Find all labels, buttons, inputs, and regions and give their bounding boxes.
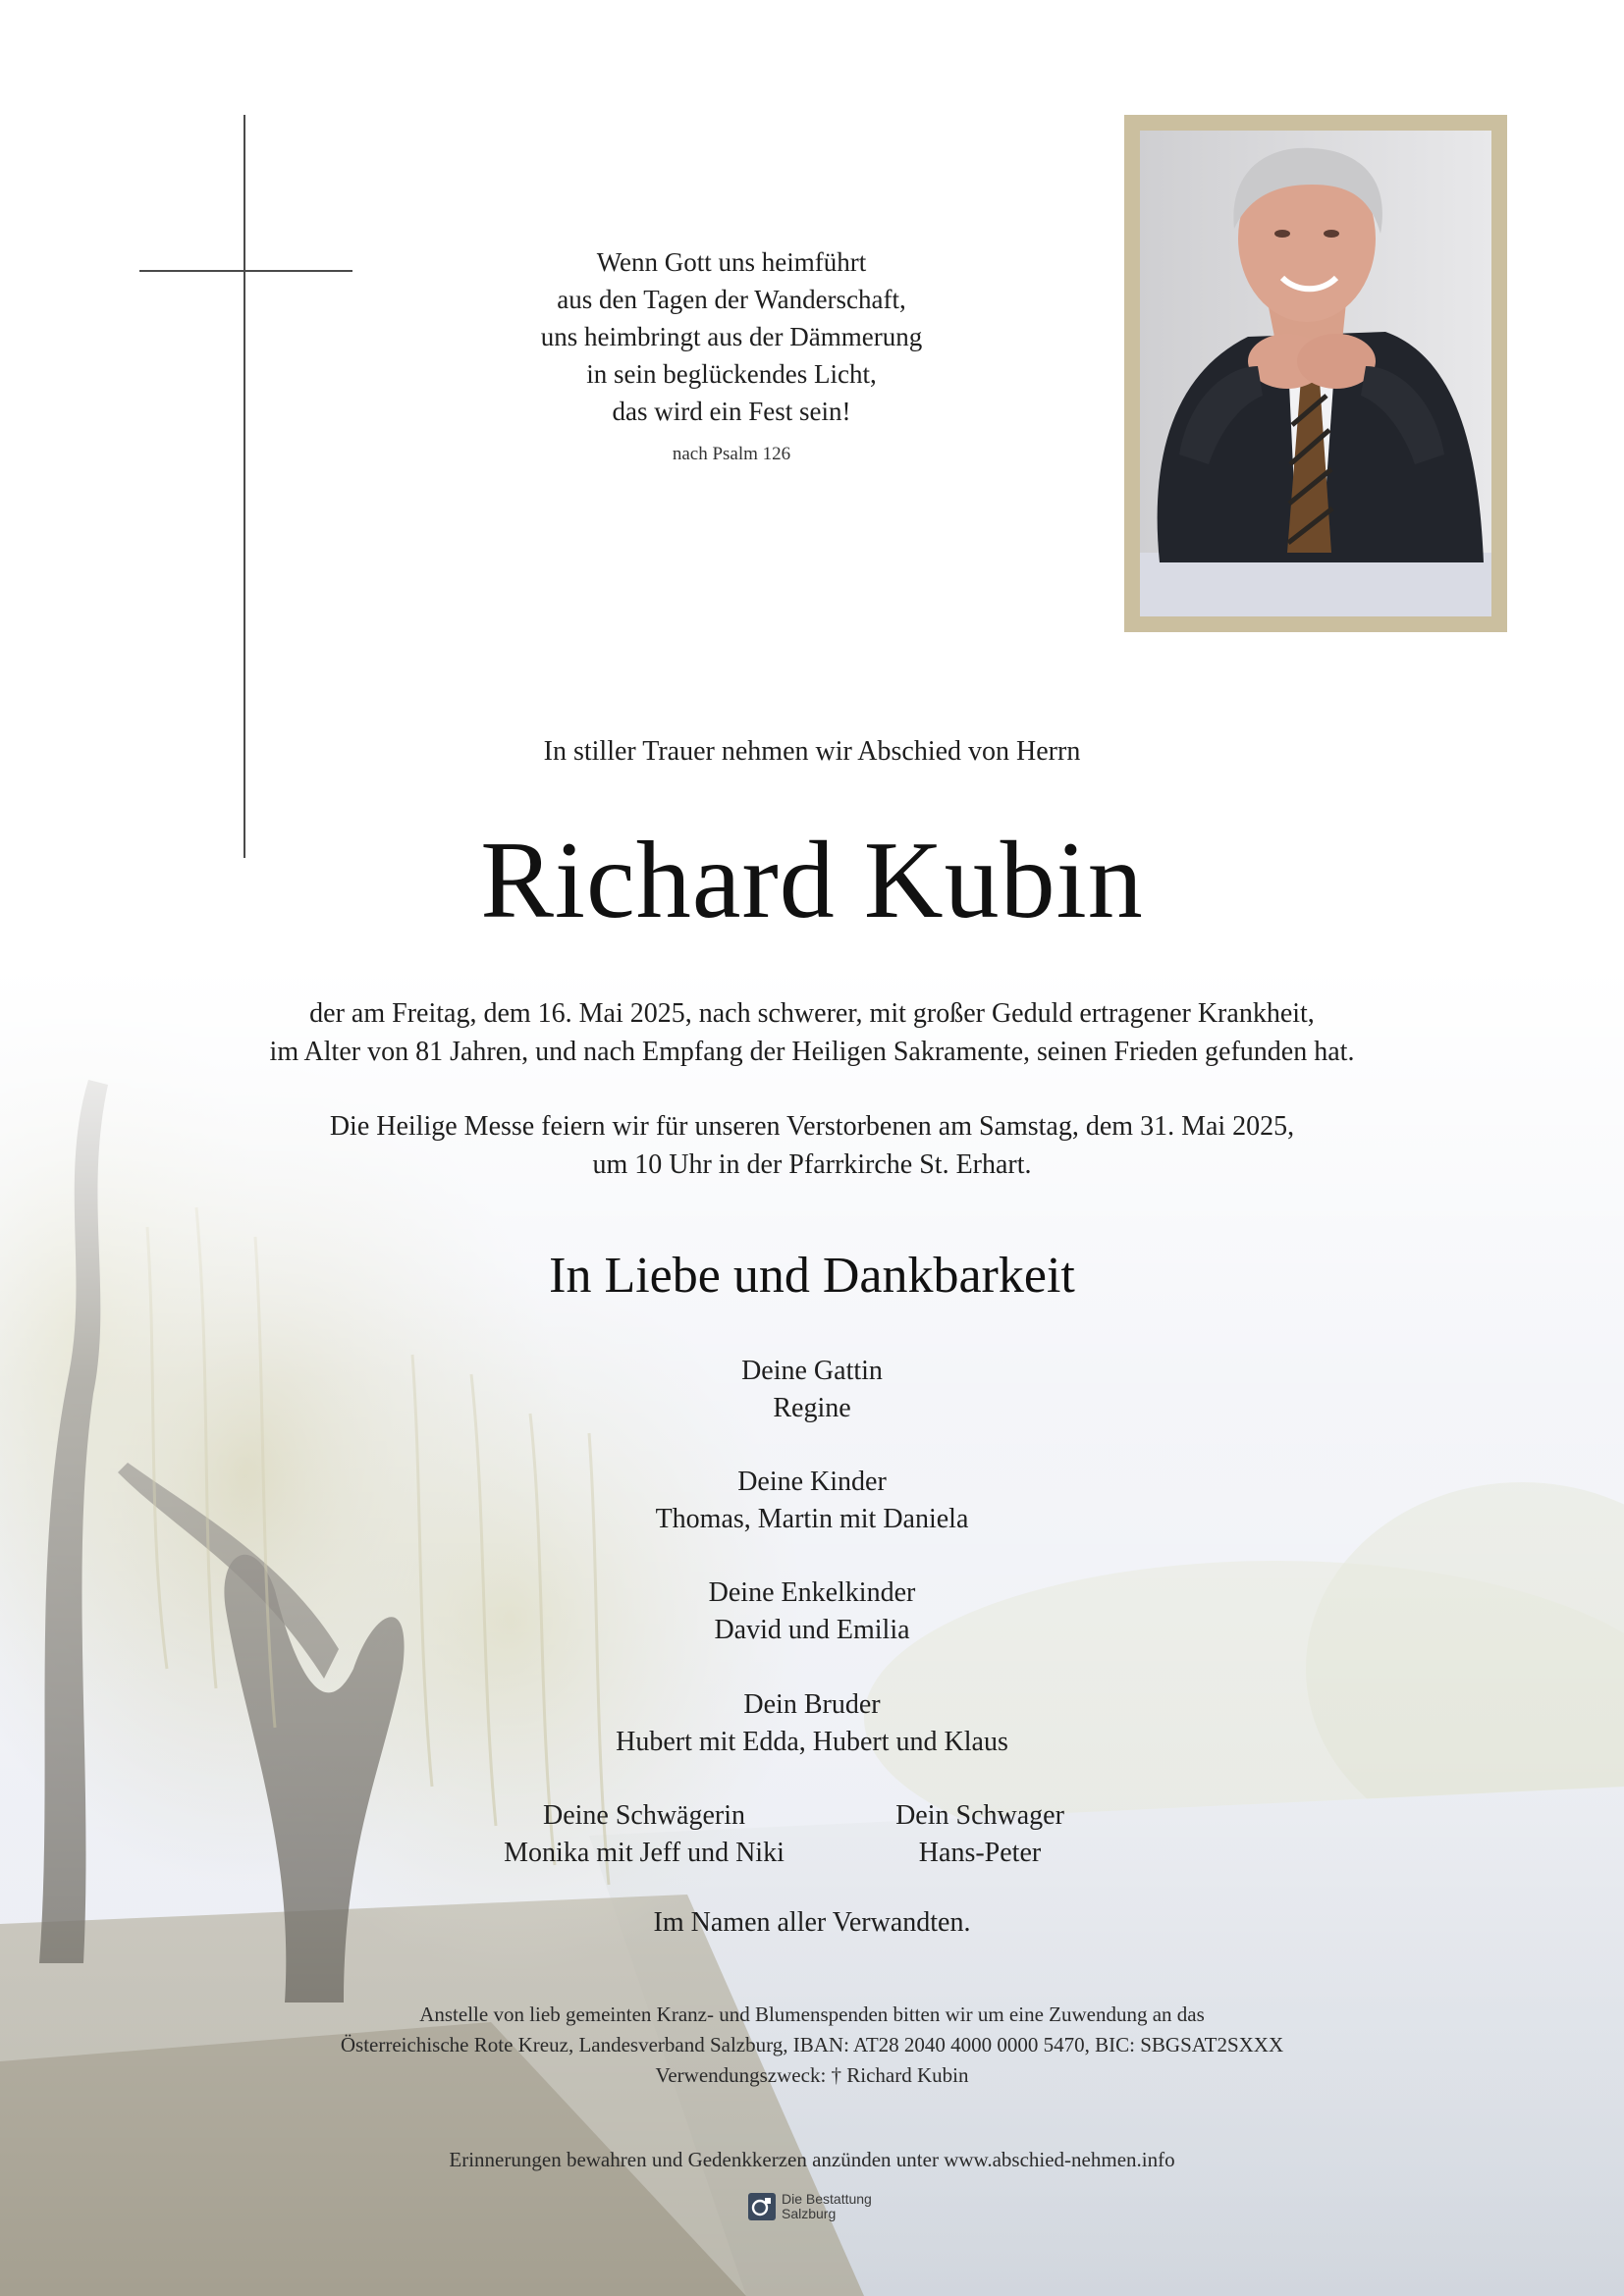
poem-verse [437, 243, 1026, 430]
deceased-name: Richard Kubin [480, 820, 1144, 941]
mourner-role: Deine Schwägerin [542, 1800, 746, 1831]
mourner-group-children [468, 1464, 1156, 1538]
mourner-names: Hans-Peter [918, 1838, 1042, 1868]
mass-notice-paragraph [0, 1107, 1624, 1184]
portrait-frame [1124, 115, 1507, 632]
mourner-role: Deine Gattin [741, 1356, 883, 1386]
mourner-group-grandchildren [468, 1575, 1156, 1649]
donation-line: Österreichische Rote Kreuz, Landesverband Salzburg, IBAN: AT28 2040 4000 0000 5470, BIC: SBGSAT2SXXX [340, 2033, 1284, 2056]
death-notice-line: im Alter von 81 Jahren, und nach Empfang der Heiligen Sakramente, seinen Frieden gefunden hat. [269, 1037, 1355, 1067]
poem-line: uns heimbringt aus der Dämmerung [540, 322, 923, 351]
bestattung-logo-icon [748, 2193, 776, 2220]
mourner-role: Dein Schwager [895, 1800, 1064, 1831]
donation-line: Verwendungszweck: † Richard Kubin [655, 2063, 969, 2087]
cross-horizontal-bar [139, 270, 352, 272]
portrait-photo [1140, 131, 1491, 616]
mourner-names: Monika mit Jeff und Niki [504, 1838, 785, 1868]
mourner-group-spouse [468, 1353, 1156, 1427]
logo-line: Die Bestattung [782, 2191, 872, 2207]
bestattung-logo-text [782, 2192, 872, 2221]
mourner-role: Deine Enkelkinder [708, 1577, 916, 1608]
mourner-names: David und Emilia [714, 1615, 910, 1645]
closing-text: Im Namen aller Verwandten. [653, 1907, 971, 1938]
mourner-names: Thomas, Martin mit Daniela [655, 1504, 969, 1534]
mass-notice-line: um 10 Uhr in der Pfarrkirche St. Erhart. [592, 1149, 1032, 1180]
poem-line: aus den Tagen der Wanderschaft, [557, 285, 906, 314]
section-heading: In Liebe und Dankbarkeit [549, 1248, 1075, 1304]
poem-line: das wird ein Fest sein! [612, 397, 851, 426]
poem-line: Wenn Gott uns heimführt [596, 247, 867, 277]
mourner-names: Regine [773, 1393, 851, 1423]
bestattung-logo [748, 2191, 886, 2224]
mourner-role: Dein Bruder [743, 1689, 881, 1720]
death-notice-line: der am Freitag, dem 16. Mai 2025, nach schwerer, mit großer Geduld ertragener Krankheit, [309, 998, 1315, 1029]
donation-notice [0, 2000, 1624, 2091]
mourner-role: Deine Kinder [737, 1467, 887, 1497]
logo-line: Salzburg [782, 2206, 837, 2221]
donation-line: Anstelle von lieb gemeinten Kranz- und Blumenspenden bitten wir um eine Zuwendung an das [419, 2002, 1205, 2026]
mourner-names: Hubert mit Edda, Hubert und Klaus [616, 1727, 1008, 1757]
mourner-group-brother-in-law [833, 1797, 1127, 1872]
memorial-website-link[interactable]: Erinnerungen bewahren und Gedenkkerzen anzünden unter www.abschied-nehmen.info [449, 2148, 1175, 2171]
intro-text: In stiller Trauer nehmen wir Abschied von Herrn [543, 736, 1081, 767]
mass-notice-line: Die Heilige Messe feiern wir für unseren Verstorbenen am Samstag, dem 31. Mai 2025, [329, 1111, 1295, 1142]
mourner-group-brother [468, 1686, 1156, 1761]
poem-source: nach Psalm 126 [672, 444, 791, 464]
poem-line: in sein beglückendes Licht, [586, 359, 877, 389]
death-notice-paragraph [0, 994, 1624, 1071]
